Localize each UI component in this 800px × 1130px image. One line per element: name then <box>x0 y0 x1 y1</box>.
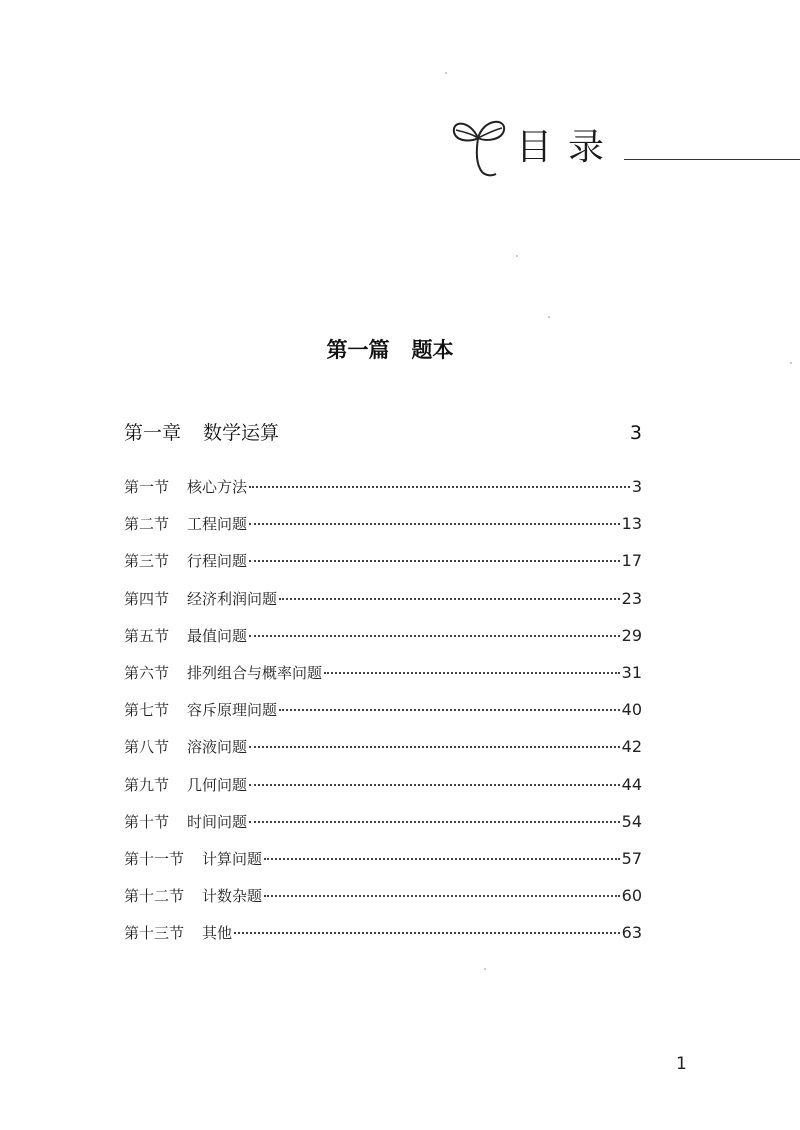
section-title: 工程问题 <box>187 515 248 534</box>
part-name: 题本 <box>411 337 454 362</box>
section-page: 44 <box>621 774 642 794</box>
dot-leader <box>234 932 620 934</box>
toc-entry[interactable] <box>124 476 642 513</box>
section-label: 第十二节 <box>124 887 185 906</box>
part-title <box>0 334 780 364</box>
toc-entry[interactable] <box>124 922 642 959</box>
section-title: 核心方法 <box>187 478 248 496</box>
section-title: 几何问题 <box>187 775 248 794</box>
section-page: 57 <box>621 848 642 868</box>
section-label: 第十一节 <box>124 849 185 868</box>
section-title: 时间问题 <box>187 812 248 831</box>
dot-leader <box>249 746 620 748</box>
section-label: 第四节 <box>124 589 170 608</box>
section-page: 17 <box>621 551 642 571</box>
dot-leader <box>249 821 620 823</box>
toc-entry[interactable] <box>124 625 642 662</box>
toc-entry[interactable] <box>124 513 642 550</box>
section-page: 23 <box>621 588 642 608</box>
section-title: 最值问题 <box>187 626 248 645</box>
section-title: 溶液问题 <box>187 738 248 757</box>
section-label: 第三节 <box>124 552 170 571</box>
chapter-title <box>124 418 279 445</box>
scan-speck <box>445 72 447 74</box>
section-label: 第十三节 <box>124 924 185 943</box>
section-label: 第六节 <box>124 663 170 682</box>
section-label: 第十节 <box>124 812 170 831</box>
sprout-icon <box>448 112 510 182</box>
toc-entry[interactable] <box>124 736 642 773</box>
section-label: 第二节 <box>124 515 170 534</box>
dot-leader <box>324 672 620 674</box>
section-label: 第七节 <box>124 701 170 720</box>
section-title: 排列组合与概率问题 <box>187 663 323 682</box>
toc-entry[interactable] <box>124 662 642 699</box>
section-label: 第一节 <box>124 478 170 496</box>
dot-leader <box>264 895 620 897</box>
toc-entry[interactable] <box>124 588 642 625</box>
chapter-page: 3 <box>629 422 642 444</box>
section-label: 第九节 <box>124 775 170 794</box>
toc-title: 目录 <box>516 127 621 168</box>
scan-speck <box>516 255 518 257</box>
dot-leader <box>249 635 620 637</box>
dot-leader <box>249 784 620 786</box>
section-page: 40 <box>621 700 642 720</box>
section-title: 计数杂题 <box>202 887 263 906</box>
section-page: 42 <box>621 737 642 757</box>
section-page: 54 <box>621 811 642 831</box>
section-title: 计算问题 <box>202 849 263 868</box>
toc-header <box>448 108 800 188</box>
section-page: 29 <box>621 625 642 645</box>
page-number: 1 <box>676 1054 687 1074</box>
toc-entry[interactable] <box>124 885 642 922</box>
chapter-heading[interactable] <box>124 418 642 445</box>
section-page: 31 <box>621 662 642 682</box>
section-title: 经济利润问题 <box>187 589 278 608</box>
toc-entry[interactable] <box>124 811 642 848</box>
section-label: 第八节 <box>124 738 170 757</box>
dot-leader <box>279 709 620 711</box>
section-title: 容斥原理问题 <box>187 701 278 720</box>
toc-entry[interactable] <box>124 848 642 885</box>
part-label: 第一篇 <box>326 337 390 362</box>
scan-speck <box>548 316 550 318</box>
chapter-label: 第一章 <box>124 422 182 444</box>
dot-leader <box>249 486 630 488</box>
dot-leader <box>264 858 620 860</box>
header-rule <box>624 159 800 160</box>
dot-leader <box>249 523 620 525</box>
section-title: 其他 <box>202 924 233 943</box>
dot-leader <box>279 598 620 600</box>
section-page: 3 <box>631 477 642 496</box>
toc-entry[interactable] <box>124 774 642 811</box>
section-page: 60 <box>621 886 642 906</box>
section-page: 13 <box>621 514 642 534</box>
scan-speck <box>484 968 486 970</box>
scan-speck <box>790 362 792 364</box>
dot-leader <box>249 560 620 562</box>
toc-entry[interactable] <box>124 699 642 736</box>
chapter-name: 数学运算 <box>203 422 280 444</box>
toc-entry[interactable] <box>124 550 642 587</box>
section-label: 第五节 <box>124 626 170 645</box>
section-page: 63 <box>621 923 642 943</box>
section-title: 行程问题 <box>187 552 248 571</box>
toc-list <box>124 476 642 959</box>
